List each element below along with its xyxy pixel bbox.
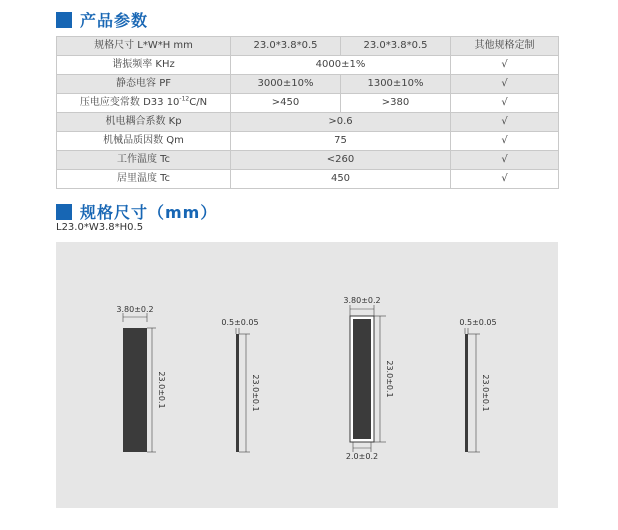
row-label-exponent: -12 (179, 95, 190, 103)
plate-body (465, 334, 468, 452)
part-2-thickness-view (221, 318, 260, 452)
table-row (57, 170, 559, 189)
cell-value-merged: >0.6 (231, 113, 451, 132)
table-row (57, 151, 559, 170)
cell-custom: √ (451, 94, 559, 113)
part4-thickness-label: 0.5±0.05 (459, 318, 497, 327)
part-1-width-view (116, 305, 166, 452)
cell-value-merged: 4000±1% (231, 56, 451, 75)
part2-length-label: 23.0±0.1 (251, 374, 260, 412)
table-row (57, 132, 559, 151)
row-label: 规格尺寸 L*W*H mm (57, 37, 231, 56)
cell-value-merged: 450 (231, 170, 451, 189)
cell-value-merged: <260 (231, 151, 451, 170)
row-label: 机械品质因数 Qm (57, 132, 231, 151)
row-label: 静态电容 PF (57, 75, 231, 94)
row-label-text: 压电应变常数 D33 10 (79, 97, 180, 108)
section-header-params (56, 8, 148, 31)
table-row (57, 94, 559, 113)
section-title-dimensions: 规格尺寸（mm） (80, 203, 218, 222)
row-label-unit: C/N (189, 97, 208, 108)
cell-custom: √ (451, 113, 559, 132)
cell-custom: √ (451, 151, 559, 170)
table-row (57, 37, 559, 56)
part4-length-label: 23.0±0.1 (481, 374, 490, 412)
cell-value-a: 3000±10% (231, 75, 341, 94)
part-4-thickness-view (459, 318, 496, 452)
electrode-area (353, 319, 371, 439)
part3-length-label: 23.0±0.1 (385, 360, 394, 398)
row-label: 工作温度 Tc (57, 151, 231, 170)
section-marker (56, 12, 72, 28)
part1-length-label: 23.0±0.1 (157, 371, 166, 409)
cell-custom: 其他规格定制 (451, 37, 559, 56)
row-label: 谐振频率 KHz (57, 56, 231, 75)
row-label: 机电耦合系数 Kp (57, 113, 231, 132)
part2-thickness-label: 0.5±0.05 (221, 318, 259, 327)
cell-value-b: 1300±10% (341, 75, 451, 94)
cell-custom: √ (451, 132, 559, 151)
cell-value-merged: 75 (231, 132, 451, 151)
part3-electrode-label: 2.0±0.2 (345, 452, 379, 461)
cell-custom: √ (451, 56, 559, 75)
dimension-drawing (56, 242, 558, 508)
cell-value-b: >380 (341, 94, 451, 113)
section-marker (56, 204, 72, 220)
table-row (57, 75, 559, 94)
plate-body (123, 328, 147, 452)
row-label: 居里温度 Tc (57, 170, 231, 189)
part1-width-label: 3.80±0.2 (116, 305, 154, 314)
cell-value-b: 23.0*3.8*0.5 (341, 37, 451, 56)
section-title-params: 产品参数 (80, 11, 149, 30)
params-table (56, 36, 559, 189)
row-label (57, 94, 231, 113)
plate-body (236, 334, 239, 452)
cell-value-a: >450 (231, 94, 341, 113)
cell-value-a: 23.0*3.8*0.5 (231, 37, 341, 56)
dimension-code: L23.0*W3.8*H0.5 (56, 222, 144, 233)
part3-width-label: 3.80±0.2 (343, 296, 381, 305)
part-3-electrode-view (343, 296, 394, 461)
cell-custom: √ (451, 170, 559, 189)
table-row (57, 56, 559, 75)
table-row (57, 113, 559, 132)
drawing-svg (56, 242, 558, 508)
section-header-dimensions (56, 200, 217, 223)
cell-custom: √ (451, 75, 559, 94)
